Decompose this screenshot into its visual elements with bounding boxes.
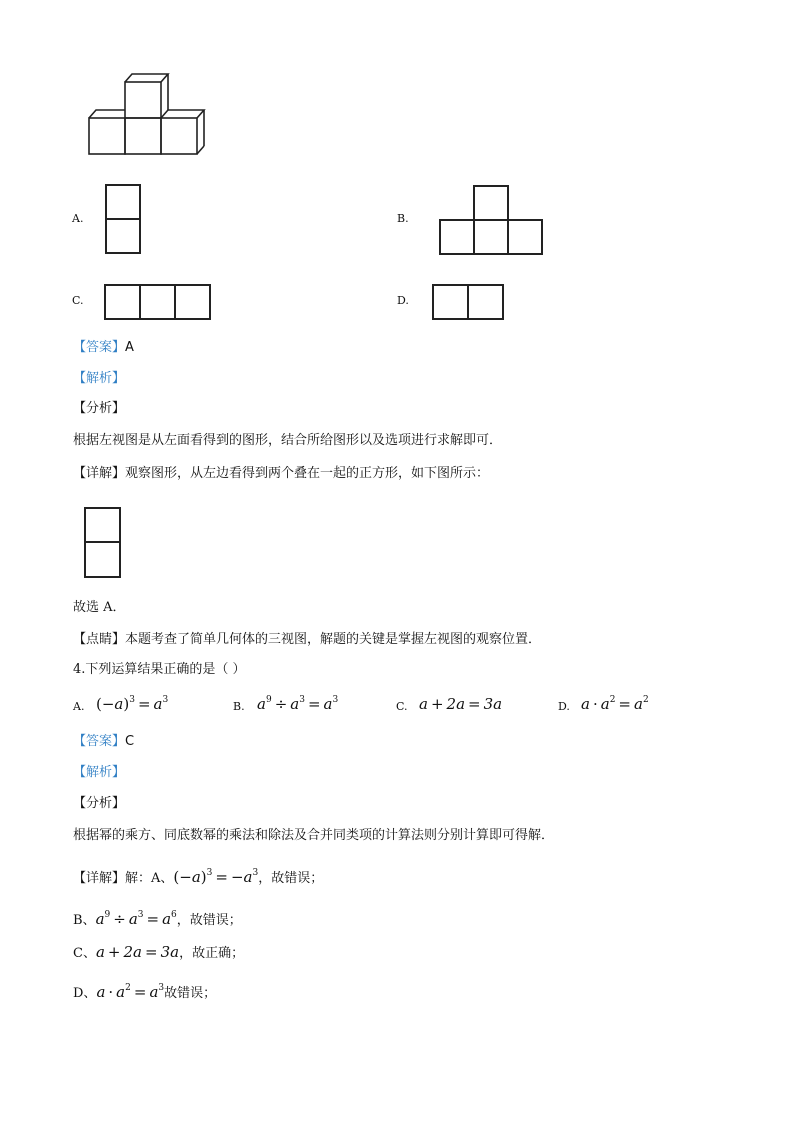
q3-detail-tag: 【详解】 bbox=[73, 466, 126, 481]
q4-option-a-formula: $(-a)^3 = a^3$ bbox=[96, 695, 169, 713]
option-a-square-top bbox=[105, 184, 141, 220]
option-b-square-mid bbox=[473, 219, 509, 255]
q4-explain-tag: 【解析】 bbox=[73, 765, 126, 780]
q4-detail-line bbox=[73, 865, 323, 887]
q4-detail-tag: 【详解】 bbox=[73, 871, 126, 886]
q4-detail-a-formula: $(-a)^3 = -a^3$ bbox=[173, 868, 259, 886]
q4-line-d bbox=[73, 980, 216, 1002]
q4-question: 4.下列运算结果正确的是（ ） bbox=[73, 662, 246, 677]
option-b-square-right bbox=[507, 219, 543, 255]
q4-line-b-prefix: B、 bbox=[73, 913, 96, 928]
q4-detail-prefix: 解：A、 bbox=[125, 871, 174, 886]
q4-line-c bbox=[73, 944, 244, 962]
option-a-square-bottom bbox=[105, 218, 141, 254]
q3-answer-value: A bbox=[125, 340, 134, 355]
q4-answer-value: C bbox=[125, 734, 135, 749]
q4-option-a-label: A. bbox=[73, 700, 85, 713]
cube-stack-figure bbox=[86, 70, 216, 160]
option-c-square-1 bbox=[104, 284, 141, 320]
option-d-square-2 bbox=[467, 284, 504, 320]
q4-option-c-formula: a + 2a = 3a bbox=[419, 695, 503, 713]
q4-option-c-label: C. bbox=[396, 700, 408, 713]
q3-analysis-text: 根据左视图是从左面看得到的图形，结合所给图形以及选项进行求解即可． bbox=[73, 433, 503, 448]
q3-detail-text: 观察图形，从左边看得到两个叠在一起的正方形，如下图所示： bbox=[125, 466, 490, 481]
q3-comment-text: 本题考查了简单几何体的三视图，解题的关键是掌握左视图的观察位置． bbox=[125, 632, 542, 647]
figure-option-a-label: A. bbox=[72, 212, 84, 225]
q4-line-c-formula: a + 2a = 3a bbox=[95, 943, 180, 961]
option-c-square-3 bbox=[174, 284, 211, 320]
q4-option-d-label: D. bbox=[558, 700, 570, 713]
q4-line-d-formula: $a \cdot a^2 = a^3$ bbox=[96, 983, 165, 1001]
q4-line-b-formula: $a^9 \div a^3 = a^6$ bbox=[95, 910, 177, 928]
q3-answer-tag: 【答案】 bbox=[73, 340, 126, 355]
option-b-square-top bbox=[473, 185, 509, 221]
q4-line-c-prefix: C、 bbox=[73, 946, 96, 961]
q4-option-b-label: B. bbox=[233, 700, 245, 713]
q4-answer-tag: 【答案】 bbox=[73, 734, 126, 749]
option-c-square-2 bbox=[139, 284, 176, 320]
q4-line-c-suffix: ，故正确； bbox=[179, 946, 245, 961]
q4-option-d-formula: $a \cdot a^2 = a^2$ bbox=[581, 695, 649, 713]
q3-answer-line bbox=[73, 340, 134, 356]
solution-square-top bbox=[84, 507, 121, 543]
q4-answer-line bbox=[73, 734, 134, 750]
q4-line-b bbox=[73, 907, 242, 929]
q3-choose-text: 故选 A． bbox=[73, 600, 126, 615]
solution-square-bottom bbox=[84, 541, 121, 578]
option-d-square-1 bbox=[432, 284, 469, 320]
q4-detail-a-suffix: ，故错误； bbox=[258, 871, 324, 886]
q4-analysis-text: 根据幂的乘方、同底数幂的乘法和除法及合并同类项的计算法则分别计算即可得解． bbox=[73, 828, 555, 843]
q4-option-b-formula: $a^9 \div a^3 = a^3$ bbox=[257, 695, 339, 713]
q3-comment-tag: 【点睛】 bbox=[73, 632, 126, 647]
q3-explain-tag: 【解析】 bbox=[73, 371, 126, 386]
q4-line-d-suffix: 故错误； bbox=[164, 986, 217, 1001]
q4-line-b-suffix: ，故错误； bbox=[176, 913, 242, 928]
figure-option-c-label: C. bbox=[72, 294, 84, 307]
figure-option-d-label: D. bbox=[397, 294, 409, 307]
q4-line-d-prefix: D、 bbox=[73, 986, 97, 1001]
q3-detail-line bbox=[73, 466, 489, 482]
option-b-square-left bbox=[439, 219, 475, 255]
q3-comment-line bbox=[73, 632, 541, 648]
figure-option-b-label: B. bbox=[397, 212, 409, 225]
q4-analysis-tag: 【分析】 bbox=[73, 796, 126, 811]
q3-analysis-tag: 【分析】 bbox=[73, 401, 126, 416]
